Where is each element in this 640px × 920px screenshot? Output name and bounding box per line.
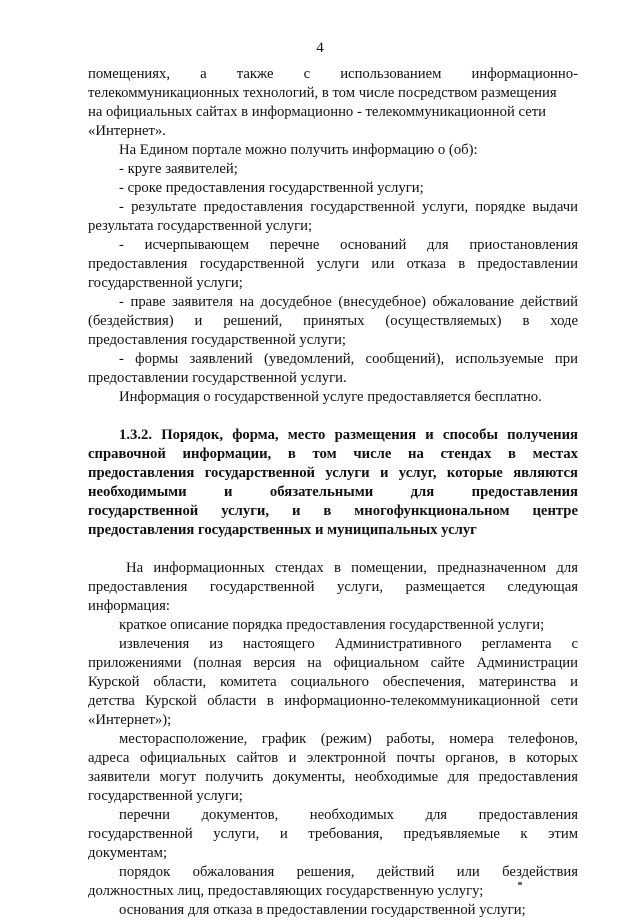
text-line: государственной услуги, и требования, предъявляемые к этим bbox=[88, 826, 578, 842]
text-line: информация: bbox=[88, 598, 170, 614]
heading-line: справочной информации, в том числе на стендах в местах bbox=[88, 446, 578, 462]
text-line: государственной услуги; bbox=[88, 275, 243, 291]
text-line: извлечения из настоящего Административного регламента с bbox=[119, 636, 578, 652]
text-line: «Интернет». bbox=[88, 123, 166, 139]
text-line: - результате предоставления государственной услуги, порядке выдачи bbox=[119, 199, 578, 215]
text-line: краткое описание порядка предоставления государственной услуги; bbox=[119, 617, 545, 633]
heading-line: необходимыми и обязательными для предоставления bbox=[88, 484, 578, 500]
text-line: документам; bbox=[88, 845, 168, 861]
text-line: государственной услуги; bbox=[88, 788, 243, 804]
text-line: - формы заявлений (уведомлений, сообщений), используемые при bbox=[119, 351, 578, 367]
document-body bbox=[88, 65, 578, 920]
text-line: На информационных стендах в помещении, предназначенном для bbox=[126, 560, 578, 576]
text-line: - сроке предоставления государственной услуги; bbox=[119, 180, 424, 196]
text-line: детства Курской области в информационно-телекоммуникационной сети bbox=[88, 693, 578, 709]
text-line: предоставления государственной услуги или отказа в предоставлении bbox=[88, 256, 578, 272]
text-line: заявители могут получить документы, необходимые для предоставления bbox=[88, 769, 578, 785]
text-line: предоставления государственной услуги; bbox=[88, 332, 346, 348]
page-number: 4 bbox=[316, 40, 324, 56]
text-line: - праве заявителя на досудебное (внесудебное) обжалование действий bbox=[119, 294, 578, 310]
text-line: На Едином портале можно получить информацию о (об): bbox=[119, 142, 478, 158]
text-line: (бездействия) и решений, принятых (осуществляемых) в ходе bbox=[88, 313, 578, 329]
text-line: на официальных сайтах в информационно - телекоммуникационной сети bbox=[88, 104, 546, 120]
text-line: - исчерпывающем перечне оснований для приостановления bbox=[119, 237, 578, 253]
heading-line: государственной услуги, и в многофункциональном центре bbox=[88, 503, 578, 519]
text-line: Информация о государственной услуге предоставляется бесплатно. bbox=[119, 389, 542, 405]
text-line: месторасположение, график (режим) работы, номера телефонов, bbox=[119, 731, 578, 747]
text-line: результата государственной услуги; bbox=[88, 218, 313, 234]
text-line: порядок обжалования решения, действий или бездействия bbox=[119, 864, 578, 880]
text-line: основания для отказа в предоставлении государственной услуги; bbox=[119, 902, 526, 918]
text-line: предоставлении государственной услуги. bbox=[88, 370, 347, 386]
paragraph-gap bbox=[88, 407, 578, 426]
text-line: телекоммуникационных технологий, в том числе посредством размещения bbox=[88, 85, 557, 101]
text-line: предоставления государственной услуги, размещается следующая bbox=[88, 579, 578, 595]
scan-speck bbox=[518, 882, 522, 885]
text-line: помещениях, а также с использованием информационно- bbox=[88, 66, 578, 82]
text-line: - круге заявителей; bbox=[119, 161, 238, 177]
text-line: Курской области, комитета социального обеспечения, материнства и bbox=[88, 674, 578, 690]
text-line: адреса официальных сайтов и электронной почты органов, в которых bbox=[88, 750, 578, 766]
heading-line: 1.3.2. Порядок, форма, место размещения и способы получения bbox=[119, 427, 578, 443]
text-line: должностных лиц, предоставляющих государственную услугу; bbox=[88, 883, 484, 899]
text-line: приложениями (полная версия на официальном сайте Администрации bbox=[88, 655, 578, 671]
paragraph-gap bbox=[88, 540, 578, 559]
heading-line: предоставления государственных и муниципальных услуг bbox=[88, 522, 477, 538]
heading-line: предоставления государственной услуги и услуг, которые являются bbox=[88, 465, 578, 481]
text-line: «Интернет»); bbox=[88, 712, 172, 728]
text-line: перечни документов, необходимых для предоставления bbox=[119, 807, 578, 823]
